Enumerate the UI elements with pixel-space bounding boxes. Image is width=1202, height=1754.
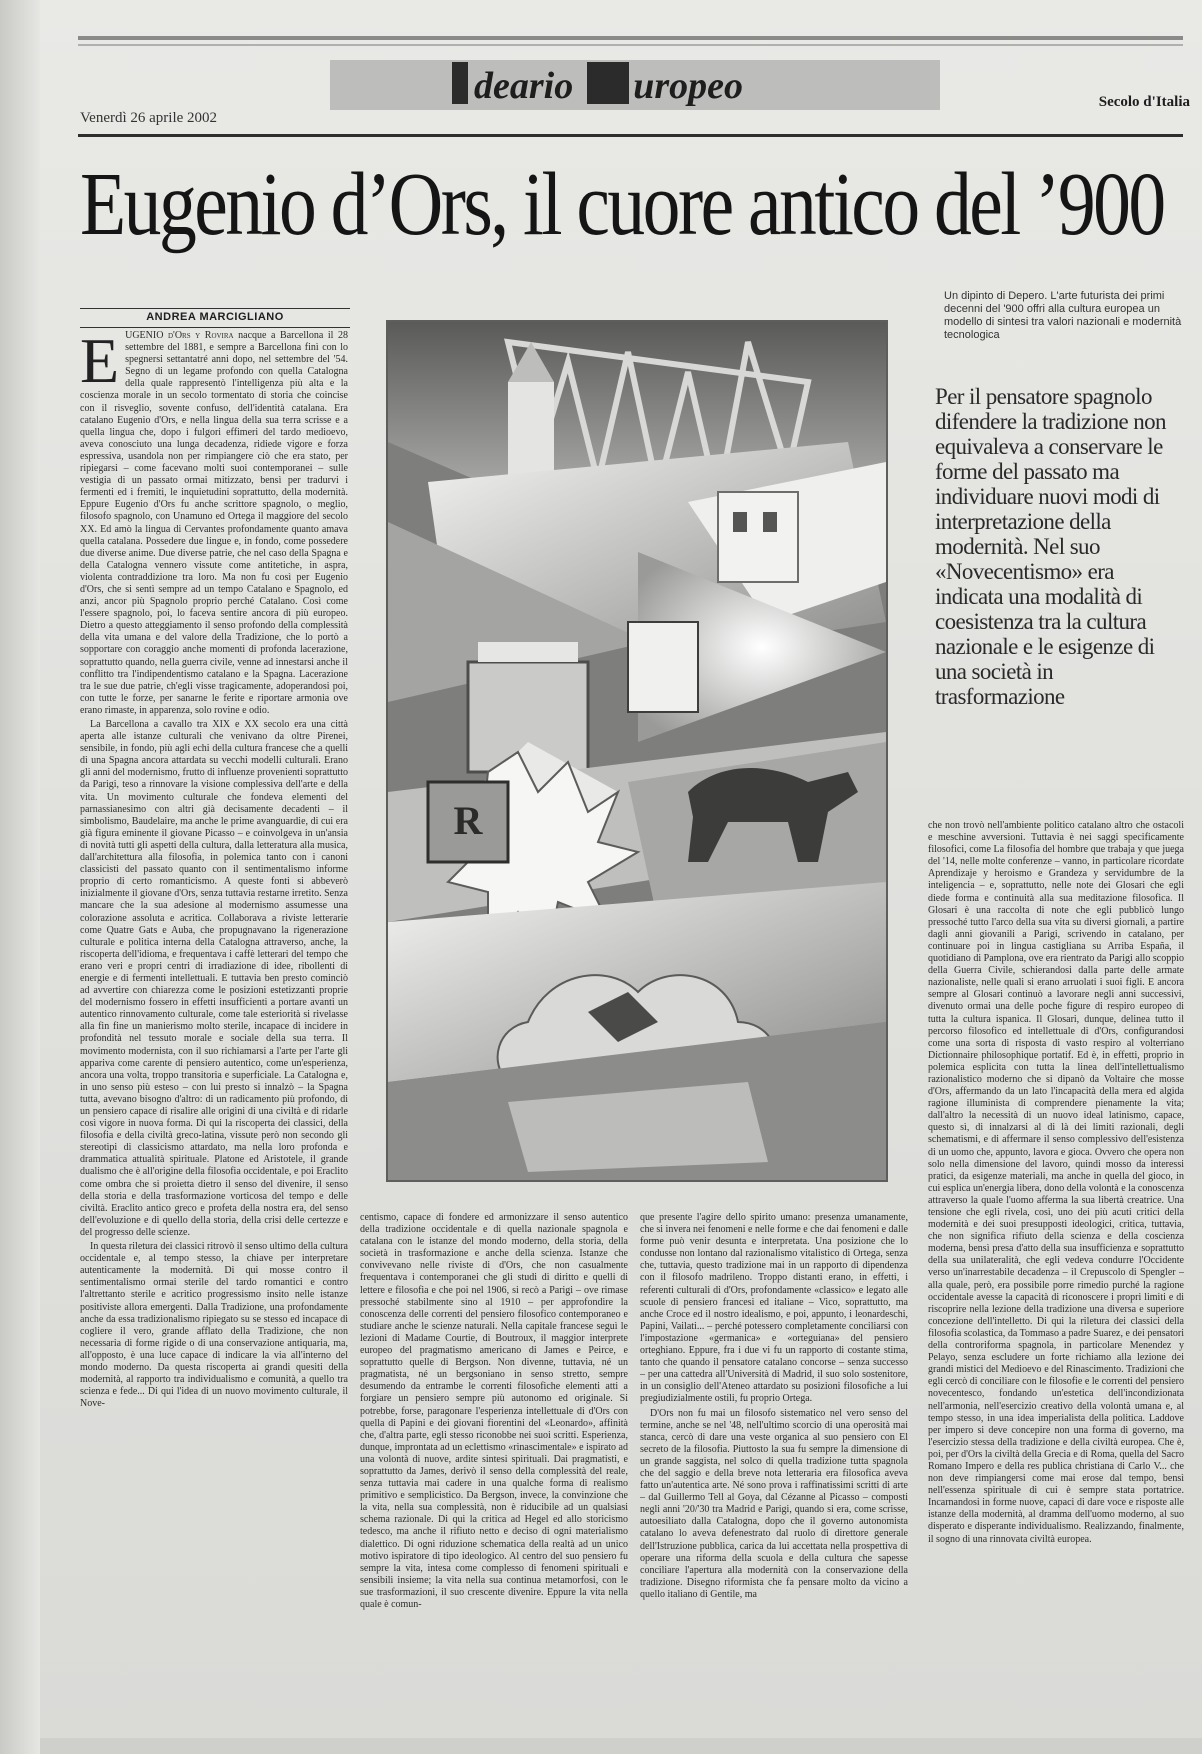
lead-paragraph <box>80 330 348 717</box>
artwork-illustration <box>388 322 886 1180</box>
paragraph: que presente l'agire dello spirito umano: presenza umanamente, che si invera nei fenomeni e nelle forme e che dai fenomeni e dalle forme può venir desunta e interpretata. Una posizione che lo condusse non lontano dal razionalismo vitalistico di Ortega, senza che, tuttavia, questo tradizione mai in un rapporto di dipendenza con il filosofo madrileno. Troppo distanti erano, in effetti, i referenti culturali di d'Ors, profondamente «classico» e legato alle scuole di pensiero francesi ed italiane – Vico, soprattutto, ma anche Croce ed il nostro idealismo, e poi, appunto, i leonardeschi, Papini, Vailati... – perché potessero completamente conciliarsi con l'impostazione «germanica» e «orteguiana» del pensiero orteghiano. Eppure, fra i due vi fu un rapporto di costante stima, tanto che quando il pensatore catalano concorse – senza successo – per una cattedra all'Università di Madrid, il suo solo sostenitore, in un consiglio dell'Ateneo attardato su posizioni filosofiche a lui pregiudizialmente ostili, fu proprio Ortega. <box>640 1212 908 1405</box>
newspaper-name: Secolo d'Italia <box>1098 94 1190 110</box>
page-edge <box>0 0 40 1754</box>
paragraph: D'Ors non fu mai un filosofo sistematico nel vero senso del termine, anche se nel '48, nell'ultimo scorcio di una operosità mai stanca, cercò di dare una veste organica al suo pensiero con El secreto de la filosofia. Piuttosto la sua fu sempre la dimensione di un grande saggista, nel solco di quella tradizione tutta spagnola che del saggio e della breve nota letteraria era filosofica aveva fatto un'autentica arte. Né sono prova i raffinatissimi scritti di arte – dal Guillermo Tell al Goya, dal Cézanne al Picasso – composti negli anni '20/'30 tra Madrid e Parigi, quando si era, come scrisse, autoesiliato dalla Catalogna, dopo che il governo autonomista catalano lo aveva defenestrato dal ruolo di direttore generale dell'Istruzione pubblica, carica da lui accettata nella prospettiva di operare una riforma della scuola e della cultura che sapesse conciliare l'apertura alla modernità con la conservazione della tradizione. Disegno riformista che fa pensare molto da vicino a quello italiano di Gentile, ma <box>640 1407 908 1600</box>
article-column-2 <box>360 1212 628 1735</box>
page-bottom-edge <box>40 1738 1202 1754</box>
masthead-word-2: uropeo <box>633 65 744 107</box>
paragraph: La Barcellona a cavallo tra XIX e XX secolo era una città aperta alle istanze culturali che venivano da oltre Pirenei, sensibile, in fondo, più agli echi della cultura francese che a quelli di una Spagna ancora attardata su vecchi modelli culturali. Erano gli anni del modernismo, frutto di influenze provenienti soprattutto da Parigi, teso a rinnovare la visione complessiva dell'arte e della vita. Un movimento culturale che fondeva elementi del parnassianesimo con altri già decisamente decadenti – il simbolismo, Baudelaire, ma anche le prime avanguardie, di cui era già figura eminente il giovane Picasso – e coinvolgeva in un'ansia di novità tutti gli aspetti della cultura, dalla letteratura alla musica, dall'architettura alla filosofia, in polemica tanto con i canoni classicisti del passato quanto con il sentimentalismo informe proprio di certo romanticismo. A queste fonti si abbeverò inizialmente il giovane d'Ors, senza tuttavia restarne irretito. Senza mancare che la sua adesione al modernismo assumesse una colorazione assoluta e acritica. Collaborava a riviste letterarie come Quatre Gats e Auba, che propugnavano la rigenerazione culturale e politica interna della Catalogna attraverso, anche, la riscoperta dell'idioma, e frequentava i caffè letterari del tempo che erano veri e propri centri di irradiazione di idee, ribollenti di energie e di fermenti intellettuali. E tuttavia ben presto cominciò ad avvertire con chiarezza come le posizioni estetizzanti proprie del modernismo fossero in effetti insufficienti a portare avanti un autentico rinnovamento culturale, come tale esteriorità si rivelasse alla fin fine un manierismo molto sterile, incapace di incidere in profondità nel tessuto morale e sociale della sua terra. Il movimento modernista, con il suo richiamarsi a l'arte per l'arte gli appariva come carente di pensiero autentico, come un'esperienza, ancora una volta, troppo transitoria e superficiale. La Catalogna e, in uno senso più esteso – con lui presto si innalzò – la Spagna tutta, avevano bisogno d'altro: di un radicamento più profondo, di un pensiero capace di risalire alle origini di una civiltà e di ridarle così vigore in nuova forma. Di qui la riscoperta dei classici, della filosofia e della civiltà greco-latina, vissute però non secondo gli stereotipi di classicismo attardato, ma nella loro profonda e drammatica attualità spirituale. Platone ed Aristotele, il grande dualismo che è all'origine della filosofia occidentale, e poi Eraclito come ombra che si proietta dietro il senso del divenire, il senso della storia e della trasformazione vorticosa del tempo e delle civiltà. Eraclito antico greco e profeta della nostra era, del senso dell'evoluzione e di quello della storia, della crisi delle certezze e del progresso delle scienze. <box>80 719 348 1238</box>
paragraph: In questa riletura dei classici ritrovò il senso ultimo della cultura occidentale e, al tempo stesso, la chiave per interpretare autenticamente la modernità. Di qui mosse contro il sentimentalismo ormai sterile del tardo romantici e contro l'altrettanto sterile e acritico progressismo insito nelle istanze positiviste allora emergenti. Dalla Tradizione, una profondamente anche da essa tradizionalismo ripiegato su se stesso ed incapace di cogliere il vero, grande afflato della Tradizione, che non necessaria di forme rigide o di una conservazione antiquaria, ma, all'opposto, è una luce capace di indicare la via all'interno del mondo moderno. Da questa riscoperta ai grandi quesiti della modernità, al rapporto tra individualismo e comunità, a quello tra scienza e fede... Di qui l'idea di un nuovo movimento culturale, il Nove- <box>80 1241 348 1410</box>
top-rule <box>78 36 1183 40</box>
article-headline: Eugenio d’Ors, il cuore antico del ’900 <box>80 155 1164 254</box>
image-caption: Un dipinto di Depero. L'arte futurista dei primi decenni del '900 offri alla cultura europea un modello di sintesi tra valori nazionali e modernità tecnologica <box>944 290 1182 341</box>
paragraph: nacque a Barcellona il 28 settembre del 1881, e sempre a Barcellona finì con lo spegnersi settantatré anni dopo, nel settembre del '54. Segno di un legame profondo con quella Catalogna della quale rappresentò l'intelligenza più alta e la coscienza morale in un secolo tormentato di storia che coincise con il risveglio, sovente confuso, dell'identità catalana. Era catalano Eugenio d'Ors, e nella lingua della sua terra scrisse e a quella lingua che, dopo i fulgori effimeri del tardo medioevo, aveva conosciuto una lunga decadenza, ridiede vigore e forza espressiva, usandola non per rimpiangere ciò che era stato, per ripiegarsi – come facevano molti suoi contemporanei – sulle vestigia di un passato ormai mitizzato, bensì per tradurvi i fermenti ed i fremiti, le inquietudini soprattutto, della modernità. Eppure Eugenio d'Ors fu anche scrittore spagnolo, o meglio, filosofo spagnolo, con Unamuno ed Ortega il maggiore del secolo XX. Ed amò la lingua di Cervantes profondamente quanto amava quella catalana. Possedere due lingue e, in fondo, come possedere due diverse anime. Due diverse patrie, che nel caso della Spagna e della Catalogna vennero vissute come antitetiche, in aspra, violenta contraddizione tra loro. Ma non fu così per Eugenio d'Ors, che si sentì sempre ad un tempo Catalano e Spagnolo, ed anzi, ancor più Spagnolo proprio perché Catalano. Così come l'essere spagnolo, poi, lo faceva sentire ancora di più europeo. Dietro a questo atteggiamento il senso profondo della complessità della vita umana e del valore della Tradizione, che lo portò a sopportare con coraggio anche momenti di profonda lacerazione, soprattutto quando, nella guerra civile, venne ad innestarsi anche il conflitto tra l'indipendentismo catalano e la Spagna. Lacerazione tra le sue due patrie, ch'egli visse tragicamente, adoperandosi poi, con tutte le forze, per sanarne le ferite e riportare armonia ove erano rimaste, in apparenza, solo rovine e odio. <box>80 330 348 716</box>
header-rule <box>78 134 1183 137</box>
section-masthead <box>452 62 912 108</box>
paragraph: centismo, capace di fondere ed armonizzare il senso autentico della tradizione occidentale e di quella nazionale spagnola e catalana con le istanze del mondo moderno, della storia, della società in trasformazione e anche della scienza. Istanze che convivevano nelle riviste di d'Ors, che non casualmente frequentava i contemporanei che gli studi di diritto e quelli di lettere e filosofia e che poi nel 1906, si recò a Parigi – ove rimase pressoché stabilmente sino al 1910 – per approfondire la conoscenza delle correnti del pensiero filosofico contemporaneo e studiare anche le scienze naturali. Nella capitale francese seguì le lezioni di Madame Courtie, di Boutroux, il maggior interprete europeo del pragmatismo americano di James e Peirce, e soprattutto quelle di Bergson. Non divenne, tuttavia, né un pragmatista, né un bergsoniano in senso stretto, sempre desumendo da entrambe le correnti filosofiche elementi atti a forgiare un pensiero sempre più autonomo ed originale. Si potrebbe, forse, paragonare l'esperienza intellettuale di d'Ors con quella di Papini e dei giovani fiorentini del «Leonardo», affinità che, d'altra parte, egli stesso riconobbe nei suoi scritti. Esperienza, dunque, improntata ad un eclettismo «rinascimentale» e ispirato ad una volontà di nuove, ardite sintesi spirituali. Dai pragmatisti, e soprattutto da James, derivò il senso della complessità del reale, senza tuttavia mai cadere in una qualche forma di realismo primitivo e semplicistico. Da Bergson, invece, la convinzione che la vita, nella sua complessità, non è riducibile ad un qualsiasi schema razionale. Di qui la critica ad Hegel ed allo storicismo tedesco, ma anche il rifiuto netto e deciso di ogni materialismo dialettico. Di ogni riduzione schematica della realtà ad un unico motivo ispiratore di tipo ideologico. Al centro del suo pensiero fu sempre la vita, intesa come complesso di fenomeni spirituali e sensibili insieme; la vita nella sua continua metamorfosi, con le sue trasformazioni, il suo crescente divenire. Eppure la vita nella quale è comun- <box>360 1212 628 1610</box>
masthead-initial-block-2 <box>587 62 629 104</box>
article-column-4 <box>928 820 1184 1735</box>
article-column-3 <box>640 1212 908 1735</box>
artwork-figure <box>628 622 698 712</box>
top-rule-thin <box>78 44 1183 46</box>
author-byline: ANDREA MARCIGLIANO <box>80 308 350 328</box>
artwork-letter: R <box>453 798 483 843</box>
lead-words: UGENIO d'Ors y Rovira <box>125 330 234 341</box>
masthead-word-1: deario <box>474 65 574 107</box>
artwork-depero <box>388 322 886 1180</box>
paragraph: che non trovò nell'ambiente politico catalano altro che ostacoli e meschine avversioni. Tuttavia è nei saggi specificamente filosofici, come La filosofia del hombre que trabaja y que juega del '14, nelle molte conferenze – vanno, in particolare ricordate Aprendizaje y heroismo e Grandeza y servidumbre de la inteligencia – e, soprattutto, nelle note dei Glosari che egli diede forma e continuità alla sua meditazione filosofica. Il Glosari è una raccolta di note che egli pubblicò lungo pressoché tutto l'arco della sua vita su diversi giornali, a partire dagli anni giovanili a Parigi, scrivendo in catalano, per continuare poi in lingua castigliana su Arriba España, il quotidiano di Pamplona, ove era rientrato da Parigi allo scoppio della Guerra Civile, schierandosi dalla parte delle armate nazionaliste, nelle quali si erano arruolati i suoi figli. E ancora sempre al Glosari continuò a lavorare negli anni successivi, divenuto ormai una delle poche figure di respiro europeo di tutta la cultura ispanica. Il Glosari, dunque, delinea tutto il percorso filosofico ed intellettuale di d'Ors, configurandosi come una sorta di risposta di vasto respiro al volterriano Dictionnaire philosophique portatif. Ed è, in effetti, proprio in polemica esplicita con tutta la linea dell'intellettualismo razionalistico moderno che si dipanò da Voltaire che mosse d'Ors, affermando da un lato l'incapacità della mera ed algida ragione illuminista di comprendere pienamente la vita; dall'altro la necessità di un nuovo ideal latinismo, capace, questo sì, di innalzarsi al di là dei limiti razionali, degli schematismi, e di affermare il senso complessivo dell'esistenza di un uomo che, appunto, lavora e gioca. Ovvero che opera non solo nella dimensione del lavoro, quindi mosso da interessi pratici, da esigenze materiali, ma anche in quella del gioco, in cui esplica un'energia libera, dono della volontà e la conoscenza attraverso la quale l'uomo afferma la sua libertà creatrice. Una tensione che egli rivela, così, uno dei più acuti critici della modernità e dei suoi presupposti ideologici, critica, tuttavia, che non significa rifiuto della scienza e della coscienza moderna, bensì presa d'atto della sua insufficienza e soprattutto della sua unilateralità, che egli vedeva condurre l'Occidente verso un'inarrestabile decadenza – il Crepuscolo di Spengler – alla quale, però, era possibile porre rimedio purché la ragione occidentale avesse la capacità di riconoscere i propri limiti e di riscoprire nella lezione della tradizione una diversa e superiore concezione dell'intelletto. Di qui la riletura dei classici della filosofia scolastica, da Tommaso a padre Suarez, e dei pensatori della controriforma spagnola, in particolare Menendez y Pelayo, senza escludere un forte richiamo alla lezione dei grandi mistici del Medioevo e del Rinascimento. Tradizioni che egli cercò di conciliare con le filosofie e le correnti del pensiero novecentesco, fondando un'estetica dell'incondizionata nell'armonia, nell'esercizio creativo della volontà umana e, al tempo stesso, in una idea imperialista della politica. Laddove per impero si deve concepire non una forma di governo, ma l'esercizio stessa della tradizione e della civiltà europea. Che è, poi, per d'Ors la civiltà della Grecia e di Roma, quella del Sacro Romano Impero e della res publica christiana di Carlo V... che non deve rimpiangersi come mai erose dal tempo, bensì nell'essenza spirituale di cui è sempre stata portatrice. Incarnandosi in forme nuove, capaci di dare voce e risposte alle istanze della modernità, al dramma dell'uomo moderno, al suo disperato e disperante individualismo. Realizzando, finalmente, il sogno di una rinnovata civiltà europea. <box>928 820 1184 1545</box>
drop-cap: E <box>80 330 120 396</box>
issue-date: Venerdì 26 aprile 2002 <box>80 110 218 126</box>
masthead-initial-block <box>452 62 468 104</box>
pull-quote: Per il pensatore spagnolo difendere la tradizione non equivaleva a conservare le forme del passato ma individuare nuovi modi di interpretazione della modernità. Nel suo «Novecentismo» era indicata una modalità di coesistenza tra la cultura nazionale e le esigenze di una società in trasformazione <box>935 384 1166 709</box>
article-column-1 <box>80 330 348 1735</box>
